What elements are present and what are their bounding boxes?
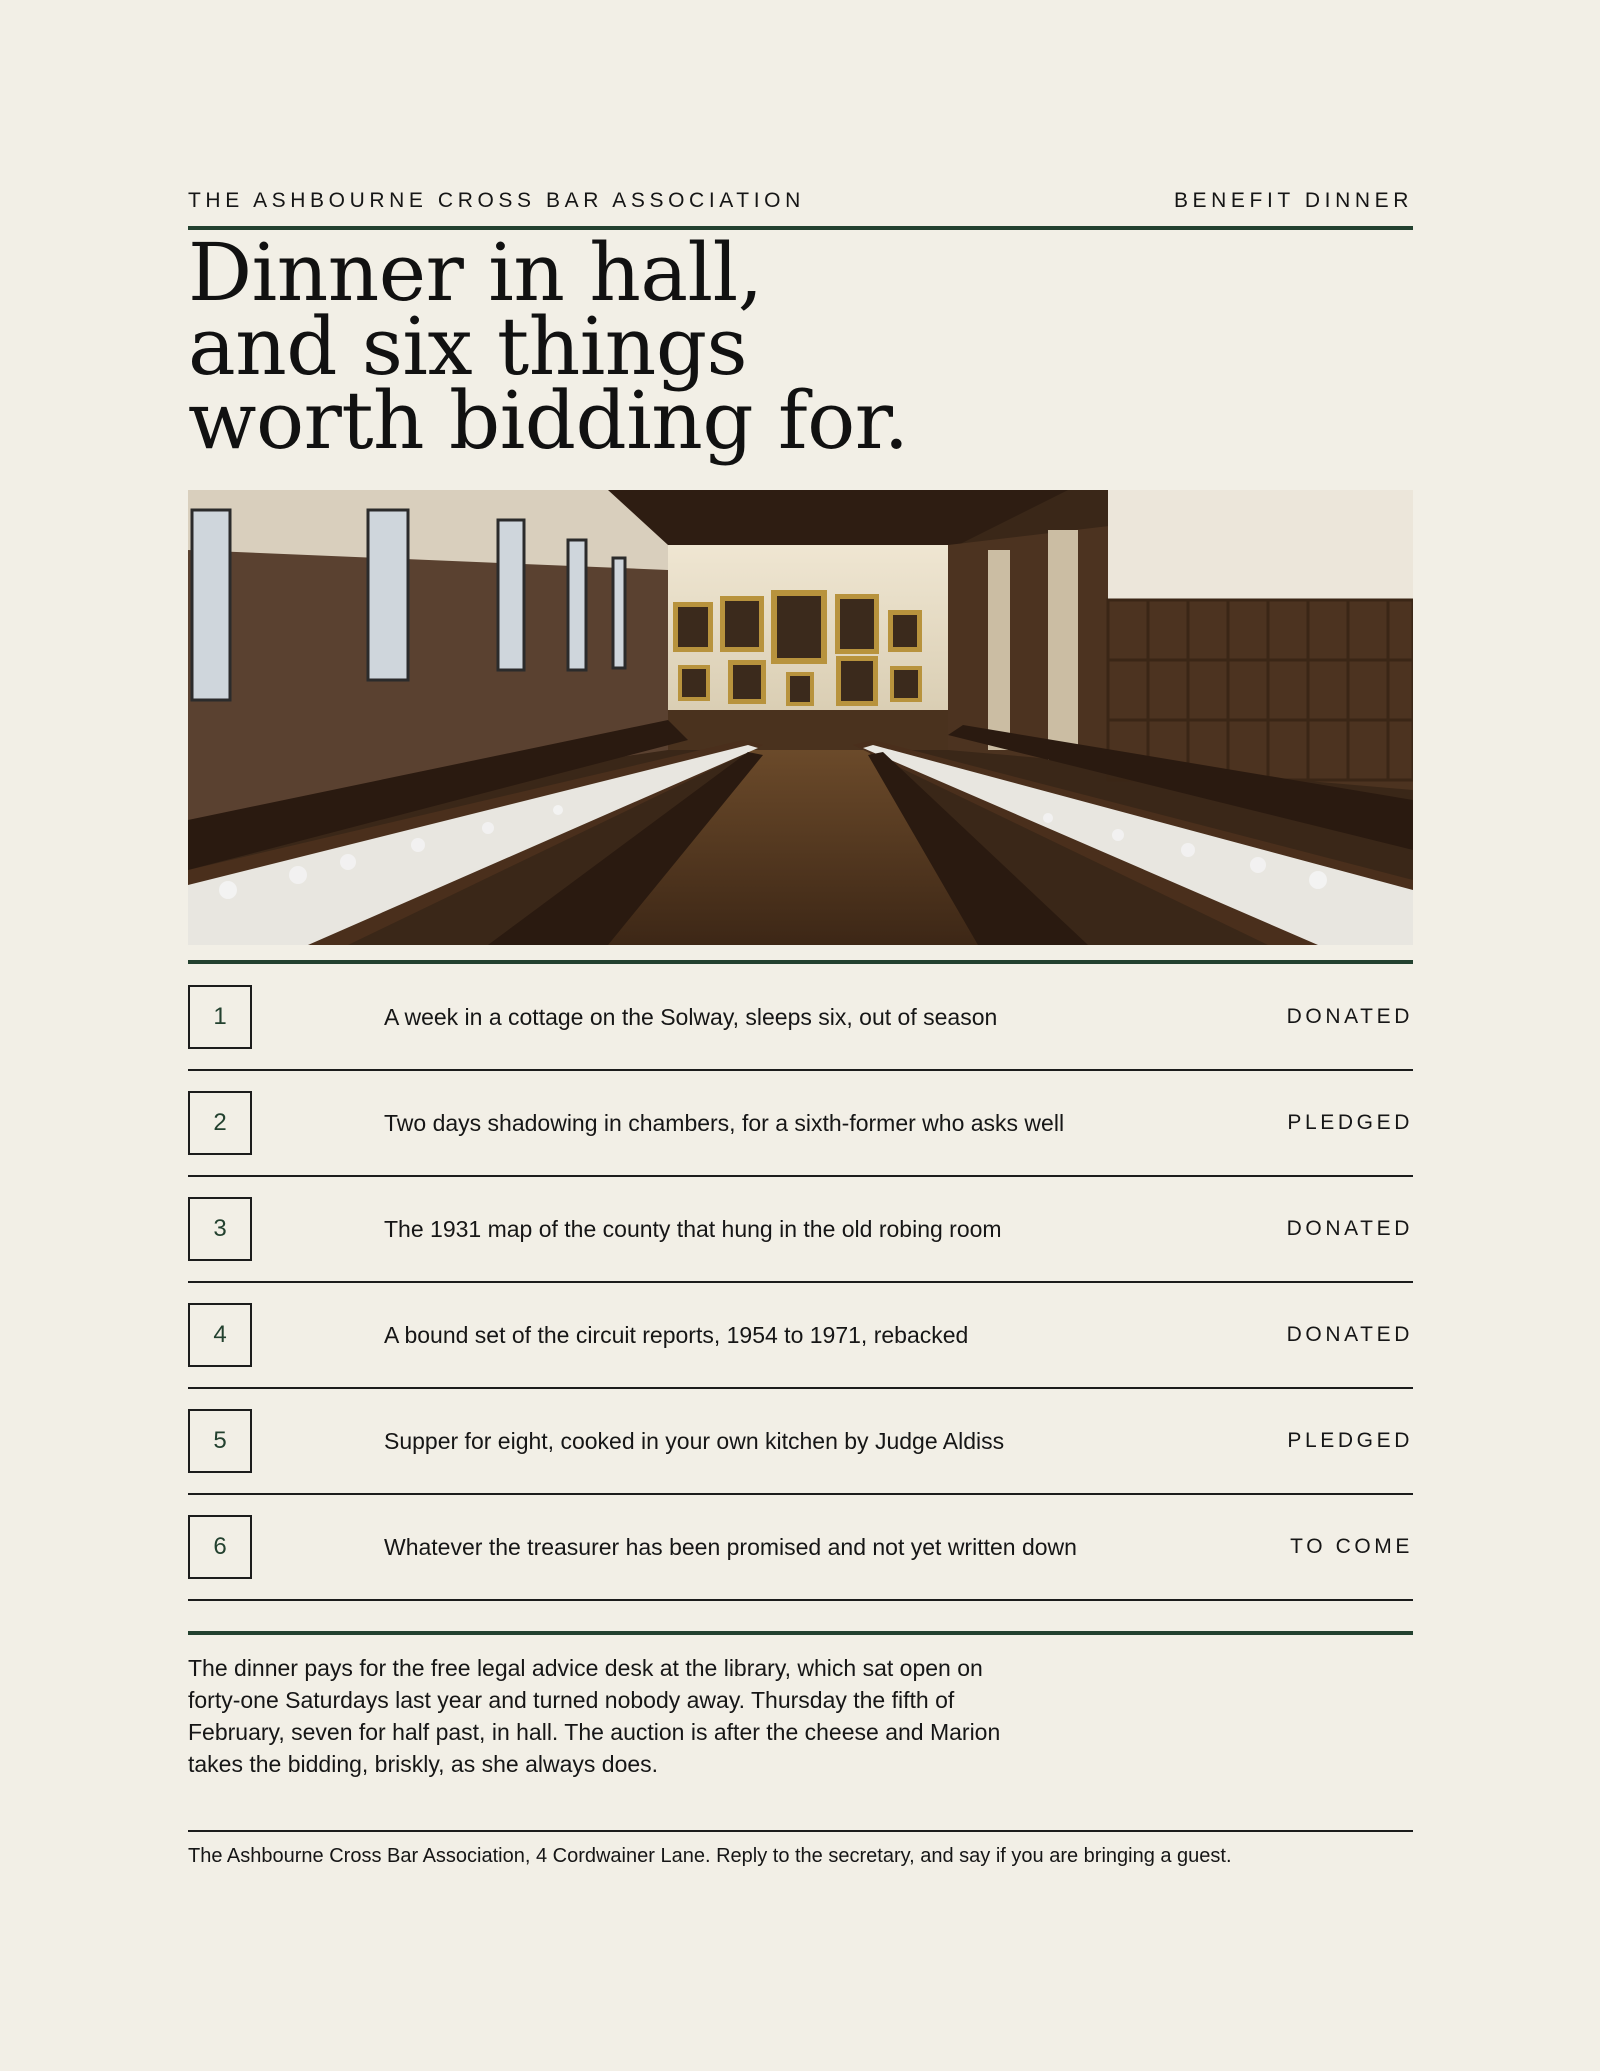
lot-status: PLEDGED: [1287, 1429, 1413, 1452]
lot-title: A bound set of the circuit reports, 1954 to 1971, rebacked: [384, 1321, 969, 1348]
lot-number: 4: [188, 1303, 252, 1367]
masthead: [188, 186, 1413, 230]
headline: [188, 226, 1188, 467]
lot-number: 6: [188, 1515, 252, 1579]
headline-line-2: and six things: [188, 300, 748, 393]
lot-title: The 1931 map of the county that hung in the old robing room: [384, 1215, 1002, 1242]
footer-address: The Ashbourne Cross Bar Association, 4 Cordwainer Lane. Reply to the secretary, and say if you are bringing a guest.: [188, 1845, 1232, 1867]
dining-hall-photo: [188, 490, 1413, 945]
event-description: The dinner pays for the free legal advice desk at the library, which sat open on forty-one Saturdays last year and turned nobody away. Thursday the fifth of February, seven for half past, in hall. The auction is after the cheese and Marion takes the bidding, briskly, as she always does.: [188, 1655, 1001, 1777]
lot-list: [188, 965, 1413, 1601]
lot-number: 5: [188, 1409, 252, 1473]
lot-status: TO COME: [1290, 1535, 1413, 1558]
lot-status: DONATED: [1286, 1323, 1413, 1346]
headline-line-1: Dinner in hall,: [188, 226, 763, 319]
lot-number: 2: [188, 1091, 252, 1155]
lot-row-6: [188, 1495, 1413, 1601]
lots-top-rule: [188, 960, 1413, 964]
lot-title: Whatever the treasurer has been promised and not yet written down: [384, 1533, 1077, 1560]
lot-status: PLEDGED: [1287, 1111, 1413, 1134]
lot-status: DONATED: [1286, 1217, 1413, 1240]
lots-bottom-rule: [188, 1631, 1413, 1635]
lot-title: Supper for eight, cooked in your own kitchen by Judge Aldiss: [384, 1427, 1005, 1454]
lot-row-2: [188, 1071, 1413, 1177]
organisation-name: THE ASHBOURNE CROSS BAR ASSOCIATION: [188, 189, 805, 212]
lot-row-3: [188, 1177, 1413, 1283]
lot-title: A week in a cottage on the Solway, sleeps six, out of season: [384, 1003, 998, 1030]
event-label: BENEFIT DINNER: [1173, 189, 1413, 212]
lot-row-1: [188, 965, 1413, 1071]
lot-status: DONATED: [1286, 1005, 1413, 1028]
headline-line-3: worth bidding for.: [188, 374, 909, 467]
lot-number: 3: [188, 1197, 252, 1261]
lot-row-4: [188, 1283, 1413, 1389]
lot-number: 1: [188, 985, 252, 1049]
lot-row-5: [188, 1389, 1413, 1495]
lot-title: Two days shadowing in chambers, for a sixth-former who asks well: [384, 1109, 1065, 1136]
footer-rule: [188, 1830, 1413, 1832]
